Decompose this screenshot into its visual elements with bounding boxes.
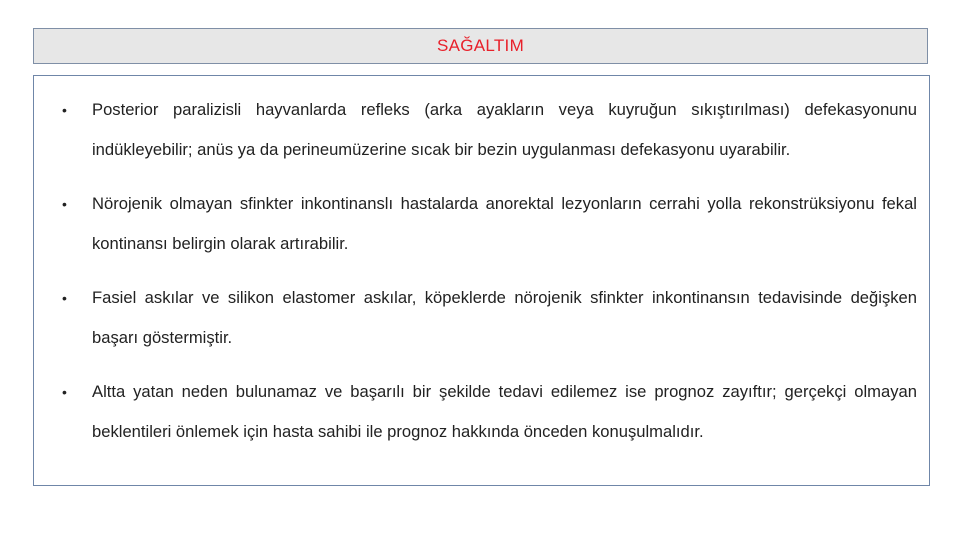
bullet-icon: •: [62, 196, 67, 212]
bullet-icon: •: [62, 290, 67, 306]
bullet-item: [62, 184, 917, 264]
content-panel: [33, 75, 930, 486]
slide-title: SAĞALTIM: [436, 36, 525, 55]
bullet-text: Fasiel askılar ve silikon elastomer askılar, köpeklerde nörojenik sfinkter inkontinansın tedavisinde değişken başarı göstermiştir.: [92, 288, 917, 347]
bullet-item: [62, 372, 917, 452]
bullet-item: [62, 90, 917, 170]
bullet-text: Altta yatan neden bulunamaz ve başarılı bir şekilde tedavi edilemez ise prognoz zayıftır; gerçekçi olmayan beklentileri önlemek için hasta sahibi ile prognoz hakkında önceden konuşulmalıdır.: [92, 382, 917, 441]
title-banner: [33, 28, 928, 64]
bullet-icon: •: [62, 102, 67, 118]
bullet-icon: •: [62, 384, 67, 400]
bullet-text: Nörojenik olmayan sfinkter inkontinanslı hastalarda anorektal lezyonların cerrahi yolla rekonstrüksiyonu fekal kontinansı belirgin olarak artırabilir.: [92, 194, 917, 253]
bullet-item: [62, 278, 917, 358]
bullet-text: Posterior paralizisli hayvanlarda refleks (arka ayakların veya kuyruğun sıkıştırılması) defekasyonunu indükleyebilir; anüs ya da perineumüzerine sıcak bir bezin uygulanması defekasyonu uyarabilir.: [92, 100, 917, 159]
bullet-list: [62, 90, 917, 452]
